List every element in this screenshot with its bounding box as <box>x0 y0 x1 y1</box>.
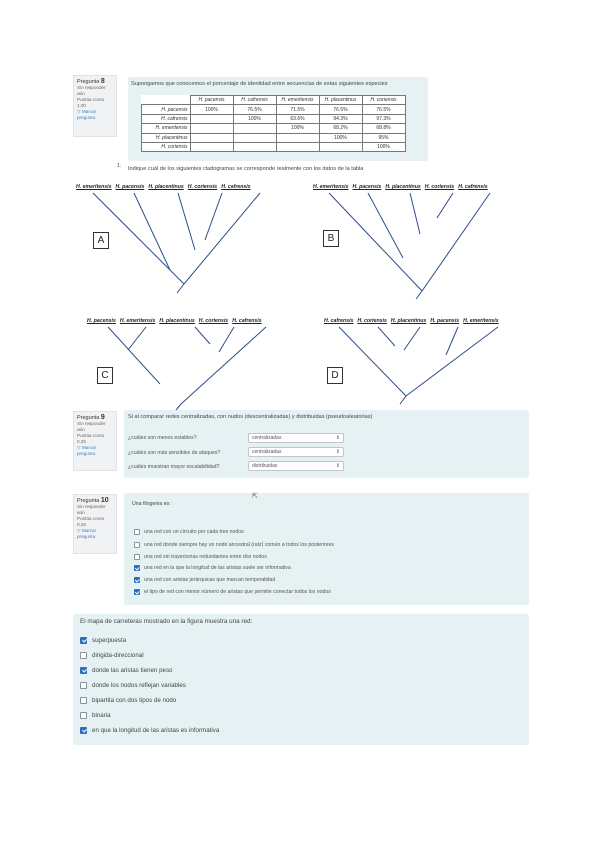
list-marker: 1. <box>117 163 122 169</box>
question-number-value: 10 <box>100 497 109 504</box>
table-header-cell: H. emeritensis <box>276 96 319 105</box>
identity-cell: 76.5% <box>319 105 362 114</box>
cladogram-d <box>339 327 498 404</box>
question-status: Sin responder aún <box>77 504 106 515</box>
identity-cell: 100% <box>319 133 362 142</box>
question-prompt-9: Si al comparar redes centralizadas, con nudos (descentralizadas) y distribuidas (pseudoaleatorias) <box>128 414 373 420</box>
question-label: Pregunta <box>77 415 100 421</box>
species-label: H. cafrensis <box>142 114 191 123</box>
question-prompt-11: El mapa de carreteras mostrado en la figura muestra una red: <box>80 618 253 625</box>
tree-leaf-label: H. coriensis <box>357 318 387 324</box>
checkbox[interactable] <box>80 652 87 659</box>
flag-label[interactable]: Marcar pregunta <box>77 445 97 456</box>
identity-cell: 100% <box>190 105 233 114</box>
option-label[interactable]: el tipo de red con menor número de aristas que permite conectar todos los nodos <box>144 588 331 595</box>
identity-cell: 100% <box>362 142 405 151</box>
tree-leaf-label: H. coriensis <box>187 184 218 190</box>
tree-leaf-label: H. cafrensis <box>458 184 488 190</box>
identity-cell: 94.3% <box>319 114 362 123</box>
species-label: H. placentinus <box>142 133 191 142</box>
checkbox[interactable] <box>134 577 140 583</box>
identity-cell: 68.2% <box>319 124 362 133</box>
identity-cell: 95% <box>362 133 405 142</box>
question-info-10 <box>73 494 117 554</box>
checkbox[interactable] <box>134 589 140 595</box>
flag-question-link[interactable]: ▽ Marcar pregunta <box>77 109 97 120</box>
tree-leaf-label: H. pacensis <box>115 184 145 190</box>
flag-label[interactable]: Marcar pregunta <box>77 528 97 539</box>
select-arrows-icon: ⇕ <box>335 449 340 455</box>
tree-b-letter: B <box>323 230 339 247</box>
species-label: H. pacensis <box>142 105 191 114</box>
question-points: Puntúa como 0,25 <box>77 516 105 527</box>
question-status: Sin responder aún <box>77 421 106 432</box>
identity-cell: 100% <box>233 114 276 123</box>
tree-leaf-label: H. pacensis <box>352 184 382 190</box>
checkbox[interactable] <box>80 667 87 674</box>
match-question-2: ¿cuáles son más sensibles de ataques? <box>128 450 221 456</box>
question-info-9 <box>73 411 117 471</box>
question-label: Pregunta <box>77 79 100 85</box>
identity-cell: 76.5% <box>233 105 276 114</box>
select-arrows-icon: ⇕ <box>335 435 340 441</box>
tree-c-letter: C <box>97 367 113 384</box>
species-label: H. emeritensis <box>142 124 191 133</box>
tree-a-letter: A <box>93 232 109 249</box>
tree-leaf-label: H. placentinus <box>159 318 195 324</box>
species-label: H. coriensis <box>142 142 191 151</box>
option-label[interactable]: bipartita con dos tipos de nodo <box>92 696 177 704</box>
tree-leaf-label: H. coriensis <box>198 318 229 324</box>
checkbox[interactable] <box>134 529 140 535</box>
tree-leaf-label: H. coriensis <box>424 184 455 190</box>
cladogram-a <box>93 193 260 293</box>
identity-cell: 100% <box>276 124 319 133</box>
mouse-cursor-icon: ⇱ <box>252 493 258 500</box>
match-select-2[interactable] <box>248 447 344 457</box>
tree-leaf-label: H. cafrensis <box>324 318 354 324</box>
tree-leaf-label: H. placentinus <box>390 318 427 324</box>
tree-leaf-label: H. cafrensis <box>232 318 262 324</box>
flag-question-link[interactable]: ▽ Marcar pregunta <box>77 445 97 456</box>
cladogram-b <box>329 193 490 299</box>
question-content-11 <box>73 614 529 745</box>
checkbox[interactable] <box>80 712 87 719</box>
option-label[interactable]: donde las aristas tienen peso <box>92 666 173 674</box>
option-label[interactable]: en que la longitud de las aristas es informativa <box>92 726 220 734</box>
identity-cell: 63.6% <box>276 114 319 123</box>
checkbox[interactable] <box>134 542 140 548</box>
option-label[interactable]: una red en la que la longitud de las aristas suele ser informativa <box>144 564 291 571</box>
identity-cell: 76.5% <box>362 105 405 114</box>
identity-cell: 97.3% <box>362 114 405 123</box>
match-question-1: ¿cuáles son menos estables? <box>128 435 197 441</box>
question-points: Puntúa como 1,00 <box>77 97 105 108</box>
tree-leaf-label: H. pacensis <box>87 318 116 324</box>
question-prompt-10: Una filogenia es: <box>132 501 171 507</box>
option-label[interactable]: binaria <box>92 711 111 719</box>
tree-leaf-label: H. cafrensis <box>221 184 251 190</box>
question-number-value: 9 <box>100 414 105 421</box>
identity-cell: 68.8% <box>362 124 405 133</box>
select-value: distribuidas <box>252 463 278 469</box>
option-label[interactable]: superpuesta <box>92 636 127 644</box>
checkbox[interactable] <box>134 554 140 560</box>
option-label[interactable]: una red sin trayectorias redundantes entre dos nodos <box>144 553 267 560</box>
checkbox[interactable] <box>80 697 87 704</box>
checkbox[interactable] <box>80 682 87 689</box>
question-points: Puntúa como 0,25 <box>77 433 105 444</box>
tree-leaf-label: H. emeritensis <box>463 318 499 324</box>
tree-leaf-label: H. placentinus <box>148 184 184 190</box>
question-number-value: 8 <box>100 78 105 85</box>
question-8-instruction: Indique cuál de los siguientes cladogramas se corresponde realmente con los datos de la tabla <box>128 166 364 172</box>
tree-leaf-label: H. pacensis <box>430 318 460 324</box>
checkbox[interactable] <box>134 565 140 571</box>
table-header-cell: H. placentinus <box>319 96 362 105</box>
match-question-3: ¿cuáles muestran mayor escalabilidad? <box>128 464 220 470</box>
flag-question-link[interactable]: ▽ Marcar pregunta <box>77 528 97 539</box>
option-label[interactable]: una red donde siempre hay un nodo ancestral (raíz) común a todos los posteriores <box>144 541 335 548</box>
tree-leaf-label: H. emeritensis <box>76 184 112 190</box>
table-header-cell: H. pacensis <box>190 96 233 105</box>
select-value: centralizadas <box>252 435 282 441</box>
identity-cell: 71.5% <box>276 105 319 114</box>
option-label[interactable]: dirigida-direccional <box>92 651 144 659</box>
option-label[interactable]: una red con aristas jerárquicas que marcan temporalidad <box>144 576 276 583</box>
table-header-cell: H. coriensis <box>362 96 405 105</box>
match-select-1[interactable] <box>248 433 344 443</box>
question-label: Pregunta <box>77 498 100 504</box>
checkbox[interactable] <box>80 637 87 644</box>
select-arrows-icon: ⇕ <box>335 463 340 469</box>
tree-leaf-label: H. placentinus <box>385 184 421 190</box>
select-value: centralizadas <box>252 449 282 455</box>
tree-d-letter: D <box>327 367 343 384</box>
question-status: Sin responder aún <box>77 85 106 96</box>
checkbox[interactable] <box>80 727 87 734</box>
flag-label[interactable]: Marcar pregunta <box>77 109 97 120</box>
option-label[interactable]: una red con un circuito por cada tres nodos <box>144 528 244 535</box>
question-prompt-8: Supongamos que conocemos el porcentaje de identidad entre secuencias de estas siguientes especies <box>131 81 388 87</box>
tree-leaf-label: H. emeritensis <box>119 318 156 324</box>
table-header-cell: H. cafrensis <box>233 96 276 105</box>
option-label[interactable]: donde los nodos reflejan variables <box>92 681 186 689</box>
match-select-3[interactable] <box>248 461 344 471</box>
cladogram-c <box>108 327 266 410</box>
tree-leaf-label: H. emeritensis <box>313 184 349 190</box>
